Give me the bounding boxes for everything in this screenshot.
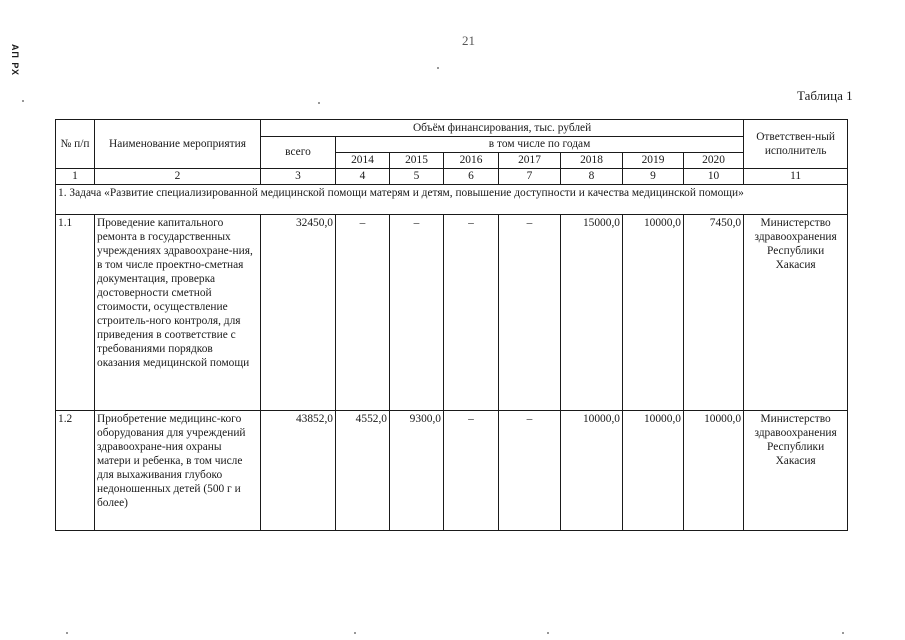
row-year-value: 9300,0: [390, 411, 444, 531]
row-year-value: –: [499, 411, 561, 531]
row-year-value: –: [499, 215, 561, 411]
header-year: 2016: [444, 153, 499, 169]
row-year-value: 7450,0: [684, 215, 744, 411]
task-heading: 1. Задача «Развитие специализированной медицинской помощи матерям и детям, повышение доступности и качества медицинской помощи»: [56, 185, 848, 215]
scan-speck: [842, 632, 844, 634]
header-year: 2019: [623, 153, 684, 169]
column-number: 10: [684, 169, 744, 185]
header-year: 2017: [499, 153, 561, 169]
header-by-years: в том числе по годам: [336, 137, 744, 153]
header-funding: Объём финансирования, тыс. рублей: [261, 120, 744, 137]
scan-speck: [66, 632, 68, 634]
row-total: 32450,0: [261, 215, 336, 411]
header-responsible: Ответствен-ный исполнитель: [744, 120, 848, 169]
row-year-value: –: [444, 411, 499, 531]
header-year: 2018: [561, 153, 623, 169]
scan-speck: [318, 102, 320, 104]
row-name: Проведение капитального ремонта в государственных учреждениях здравоохране-ния, в том числе проектно-сметная документация, проверка достоверности сметной стоимости, осуществление строитель-ного контроля, для приведения в соответствие с требованиями порядков оказания медицинской помощи: [95, 215, 261, 411]
column-number: 9: [623, 169, 684, 185]
column-number: 8: [561, 169, 623, 185]
header-total: всего: [261, 137, 336, 169]
row-year-value: –: [444, 215, 499, 411]
row-year-value: 10000,0: [623, 215, 684, 411]
row-total: 43852,0: [261, 411, 336, 531]
row-name: Приобретение медицинс-кого оборудования для учреждений здравоохране-ния охраны матери и ребенка, в том числе для выхаживания глубоко недоношенных детей (500 г и более): [95, 411, 261, 531]
header-name: Наименование мероприятия: [95, 120, 261, 169]
column-number: 4: [336, 169, 390, 185]
row-year-value: –: [336, 215, 390, 411]
scan-speck: [547, 632, 549, 634]
scan-speck: [22, 100, 24, 102]
row-num: 1.2: [56, 411, 95, 531]
side-stamp-mark: АП РХ: [10, 44, 20, 77]
page-number: 21: [462, 33, 475, 48]
table-row: [56, 411, 848, 531]
row-year-value: 10000,0: [623, 411, 684, 531]
row-responsible: Министерство здравоохранения Республики Хакасия: [744, 411, 848, 531]
column-number: 6: [444, 169, 499, 185]
column-number: 7: [499, 169, 561, 185]
scan-speck: [354, 632, 356, 634]
column-number: 1: [56, 169, 95, 185]
funding-table: [55, 119, 848, 531]
column-number: 3: [261, 169, 336, 185]
row-responsible: Министерство здравоохранения Республики Хакасия: [744, 215, 848, 411]
header-year: 2020: [684, 153, 744, 169]
row-year-value: 4552,0: [336, 411, 390, 531]
header-num: № п/п: [56, 120, 95, 169]
row-year-value: 10000,0: [561, 411, 623, 531]
header-year: 2014: [336, 153, 390, 169]
row-num: 1.1: [56, 215, 95, 411]
scan-speck: [437, 67, 439, 69]
column-number: 2: [95, 169, 261, 185]
table-row: [56, 215, 848, 411]
header-year: 2015: [390, 153, 444, 169]
column-number: 11: [744, 169, 848, 185]
row-year-value: –: [390, 215, 444, 411]
row-year-value: 15000,0: [561, 215, 623, 411]
table-caption: Таблица 1: [797, 88, 853, 103]
column-number: 5: [390, 169, 444, 185]
row-year-value: 10000,0: [684, 411, 744, 531]
